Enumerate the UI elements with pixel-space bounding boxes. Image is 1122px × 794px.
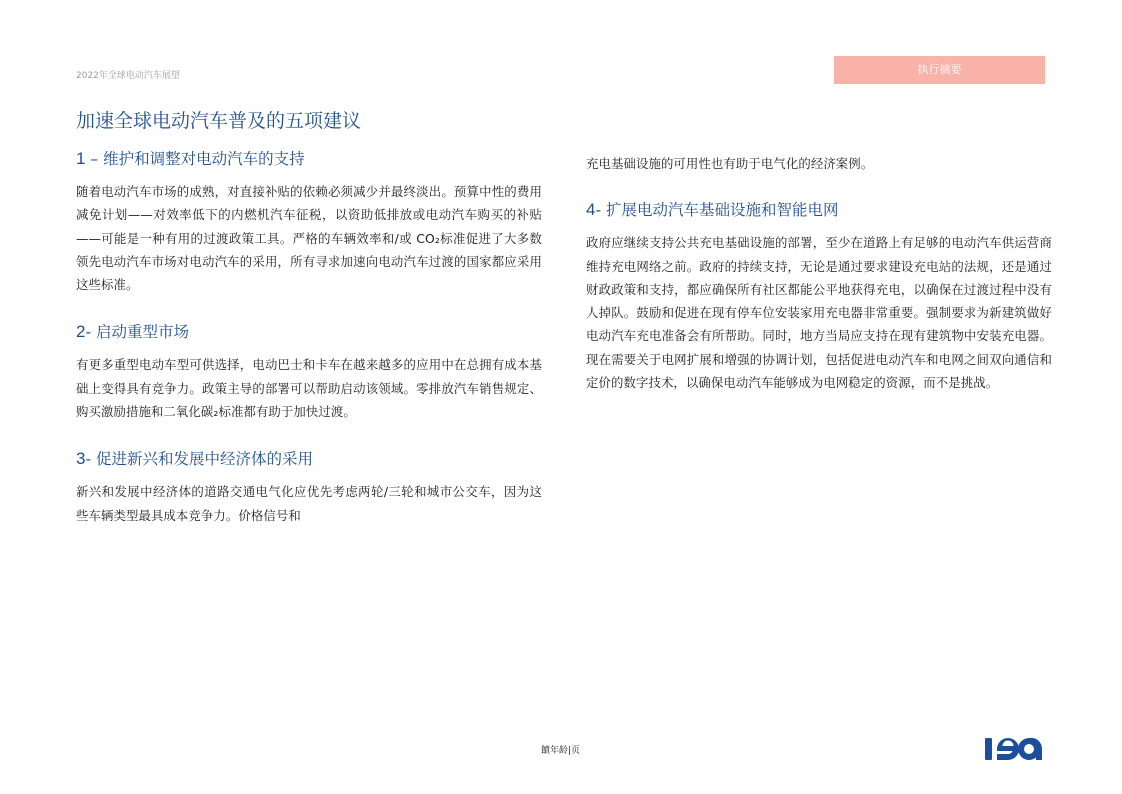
iea-logo <box>985 732 1047 760</box>
section-1-number: 1 <box>76 149 86 168</box>
section-1-body: 随着电动汽车市场的成熟，对直接补贴的依赖必须减少并最终淡出。预算中性的费用减免计划——对效率低下的内燃机汽车征税，以资助低排放或电动汽车购买的补贴——可能是一种有用的过渡政策工具。严格的车辆效率和/或 CO₂标准促进了大多数领先电动汽车市场对电动汽车的采用，所有寻求加速向电动汽车过渡的国家都应采用这些标准。 <box>76 184 542 293</box>
section-4-number: 4 <box>586 200 596 220</box>
executive-summary-tab[interactable]: 执行摘要 <box>834 56 1045 84</box>
section-1-heading <box>76 148 542 170</box>
section-4-heading <box>586 199 1052 221</box>
section-3-continuation: 充电基础设施的可用性也有助于电气化的经济案例。 <box>586 156 874 171</box>
section-3-body: 新兴和发展中经济体的道路交通电气化应优先考虑两轮/三轮和城市公交车，因为这些车辆类型最具成本竞争力。价格信号和 <box>76 484 542 523</box>
section-1-title: – 维护和调整对电动汽车的支持 <box>85 150 305 168</box>
section-2-body: 有更多重型电动车型可供选择，电动巴士和卡车在越来越多的应用中在总拥有成本基础上变得具有竞争力。政策主导的部署可以帮助启动该领域。零排放汽车销售规定、购买激励措施和二氧化碳₂标准都有助于加快过渡。 <box>76 357 542 420</box>
section-2-heading <box>76 321 542 343</box>
left-column <box>76 148 542 527</box>
section-4-body: 政府应继续支持公共充电基础设施的部署，至少在道路上有足够的电动汽车供运营商维持充电网络之前。政府的持续支持，无论是通过要求建设充电站的法规，还是通过财政政策和支持，都应确保所有社区都能公平地获得充电，以确保在过渡过程中没有人掉队。鼓励和促进在现有停车位安装家用充电器非常重要。强制要求为新建筑做好电动汽车充电准备会有所帮助。同时，地方当局应支持在现有建筑物中安装充电器。现在需要关于电网扩展和增强的协调计划，包括促进电动汽车和电网之间双向通信和定价的数字技术，以确保电动汽车能够成为电网稳定的资源，而不是挑战。 <box>586 235 1052 391</box>
right-column <box>586 152 1052 394</box>
section-3-heading <box>76 448 542 470</box>
section-4-title: - 扩展电动汽车基础设施和智能电网 <box>595 201 839 220</box>
section-2-title: - 启动重型市场 <box>85 323 189 342</box>
section-2-number: 2 <box>76 322 86 342</box>
section-3-number: 3 <box>76 449 86 469</box>
section-3-title: - 促进新兴和发展中经济体的采用 <box>85 450 313 469</box>
page-title: 加速全球电动汽车普及的五项建议 <box>76 110 362 132</box>
report-title: 2022年全球电动汽车展望 <box>76 71 180 81</box>
page-number: 饙年龄|页 <box>541 746 581 756</box>
